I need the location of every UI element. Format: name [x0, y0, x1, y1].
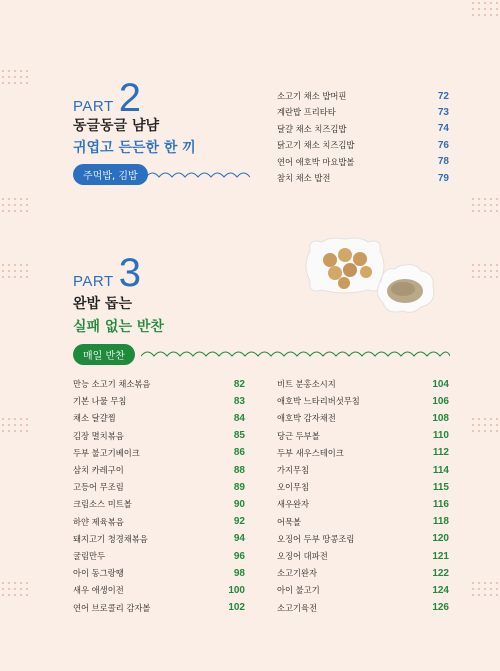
toc-entry-title: 비트 분홍소시지 [277, 379, 336, 389]
toc-entry-title: 하얀 제육볶음 [73, 516, 124, 527]
dot-pattern [470, 580, 500, 596]
part3-title-line2: 실패 없는 반찬 [73, 319, 164, 335]
toc-entry-page: 84 [233, 412, 245, 424]
part3-tag: 매일 반찬 [73, 344, 135, 365]
toc-entry-title: 두부 불고기베이크 [73, 447, 140, 458]
part2-title-line1: 동글동글 냠냠 [73, 118, 160, 134]
part-number: 2 [118, 76, 141, 120]
toc-entry-page: 114 [432, 464, 449, 476]
toc-entry-page: 76 [437, 139, 449, 151]
toc-entry-page: 112 [432, 447, 449, 459]
toc-entry-page: 126 [432, 602, 449, 614]
toc-entry-page: 104 [432, 378, 449, 390]
toc-entry-page: 89 [233, 481, 245, 493]
toc-entry-title: 아이 불고기 [277, 585, 320, 596]
part2-tag: 주먹밥, 김밥 [73, 164, 148, 185]
toc-entry-page: 85 [233, 430, 245, 442]
toc-entry-page: 118 [432, 516, 449, 528]
toc-entry-title: 새우완자 [277, 499, 310, 510]
toc-entry-title: 아이 동그랑땡 [73, 568, 124, 579]
part-word: PART [73, 98, 114, 115]
toc-entry-title: 어묵볼 [277, 516, 302, 527]
toc-entry-title: 기본 나물 무침 [73, 396, 127, 407]
toc-entry-page: 83 [233, 395, 245, 407]
toc-entry[interactable] [277, 168, 449, 188]
toc-entry-page: 124 [432, 584, 449, 596]
toc-entry-page: 90 [233, 498, 245, 510]
toc-entry-title: 계란밥 프리타타 [277, 107, 336, 118]
toc-entry-title: 새우 애생이전 [73, 585, 124, 596]
part3-toc-right [277, 374, 449, 614]
toc-entry-page: 100 [228, 584, 245, 596]
toc-entry-title: 닭고기 채소 치즈김밥 [277, 140, 355, 151]
toc-entry-title: 만능 소고기 채소볶음 [73, 379, 151, 389]
toc-entry-title: 채소 달걀찜 [73, 413, 116, 424]
toc-entry-title: 오징어 대파전 [277, 551, 328, 561]
part2-title-line2: 귀엽고 든든한 한 끼 [73, 140, 196, 156]
part-word: PART [73, 273, 114, 290]
toc-entry-title: 소고기완자 [277, 568, 318, 579]
toc-entry-page: 98 [233, 567, 245, 579]
toc-entry-title: 고등어 무조림 [73, 482, 124, 493]
part-number: 3 [118, 251, 141, 295]
toc-entry-title: 애호박 느타리버섯무침 [277, 396, 360, 407]
toc-entry-title: 돼지고기 청경채볶음 [73, 533, 148, 544]
toc-entry-title: 소고기 채소 밥머핀 [277, 91, 347, 101]
toc-entry-page: 121 [432, 550, 449, 562]
toc-entry-title: 굴림만두 [73, 551, 106, 561]
toc-entry-page: 120 [432, 533, 449, 545]
toc-entry-page: 96 [233, 550, 245, 562]
toc-entry-title: 두부 새우스테이크 [277, 447, 344, 458]
toc-entry-page: 106 [432, 395, 449, 407]
dot-pattern [0, 196, 30, 212]
toc-entry-page: 108 [432, 412, 449, 424]
wave-divider [146, 169, 250, 179]
toc-entry-page: 88 [233, 464, 245, 476]
toc-entry-title: 연어 브로콜리 감자볼 [73, 602, 151, 613]
part2-heading [73, 78, 141, 118]
dot-pattern [470, 416, 500, 432]
dot-pattern [0, 416, 30, 432]
dot-pattern [0, 68, 30, 84]
toc-entry-page: 110 [432, 430, 449, 442]
toc-entry-page: 72 [437, 90, 449, 102]
dot-pattern [470, 262, 500, 278]
toc-entry-title: 당근 두부볼 [277, 430, 320, 441]
toc-entry-page: 78 [437, 156, 449, 168]
toc-entry-page: 79 [437, 172, 449, 184]
food-plate-anchovy [373, 263, 438, 315]
dot-pattern [470, 0, 500, 16]
toc-entry-title: 가지무침 [277, 465, 310, 475]
toc-entry-page: 116 [432, 498, 449, 510]
part3-heading [73, 253, 141, 293]
toc-entry-title: 오이무침 [277, 482, 310, 493]
toc-entry-page: 115 [432, 481, 449, 493]
toc-entry[interactable] [277, 598, 449, 618]
toc-entry-page: 73 [437, 106, 449, 118]
part2-toc [277, 86, 449, 186]
dot-pattern [470, 196, 500, 212]
toc-entry-title: 달걀 채소 치즈김밥 [277, 123, 347, 134]
toc-entry-title: 참치 채소 밥전 [277, 173, 331, 183]
toc-entry-page: 82 [233, 378, 245, 390]
toc-entry[interactable] [73, 598, 245, 618]
toc-entry-title: 연어 애호박 마요밥볼 [277, 156, 355, 167]
toc-entry-page: 102 [228, 602, 245, 614]
toc-entry-page: 74 [437, 123, 449, 135]
toc-entry-title: 삼치 카레구이 [73, 465, 124, 475]
toc-entry-page: 122 [432, 567, 449, 579]
wave-divider [141, 348, 450, 358]
dot-pattern [0, 262, 30, 278]
toc-entry-title: 애호박 감자채전 [277, 413, 336, 424]
part3-title-line1: 완밥 돕는 [73, 296, 132, 312]
toc-entry-page: 94 [233, 533, 245, 545]
toc-entry-page: 92 [233, 516, 245, 528]
dot-pattern [0, 580, 30, 596]
toc-entry-title: 오징어 두부 땅콩조림 [277, 533, 355, 544]
toc-entry-title: 김장 멸치볶음 [73, 430, 124, 441]
toc-entry-page: 86 [233, 447, 245, 459]
part3-toc-left [73, 374, 245, 614]
toc-entry-title: 크림소스 미트볼 [73, 499, 132, 510]
toc-entry-title: 소고기육전 [277, 602, 318, 613]
